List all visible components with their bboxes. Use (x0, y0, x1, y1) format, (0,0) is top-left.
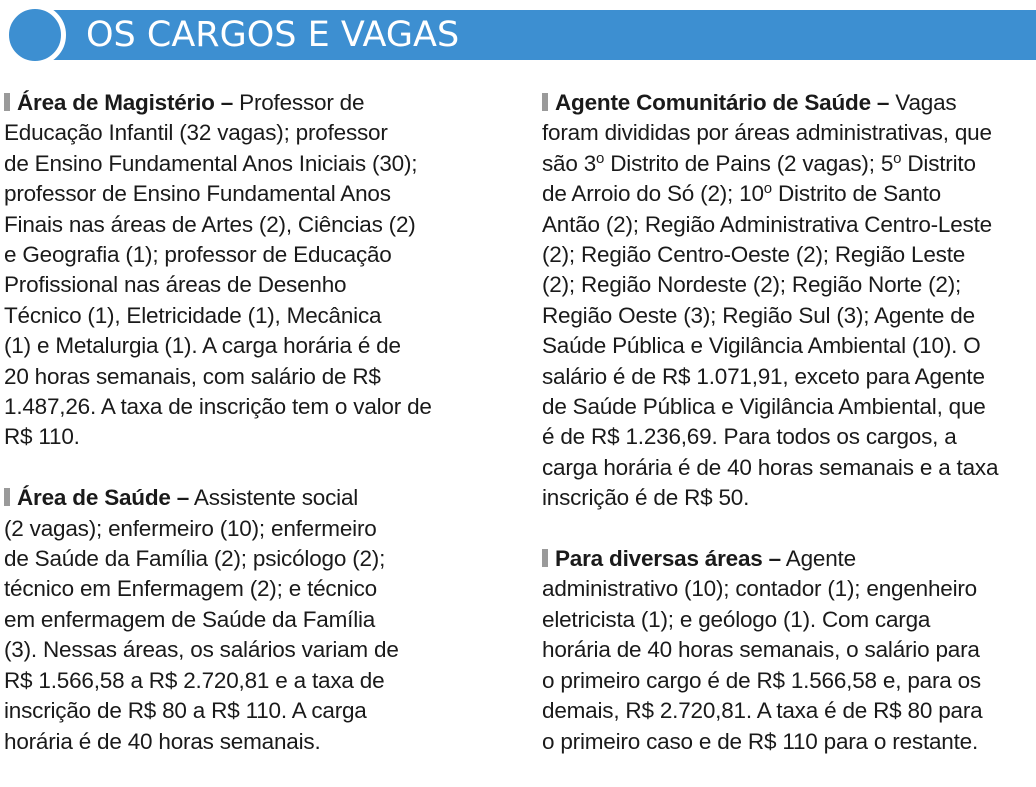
bullet-icon (542, 93, 548, 111)
text-fragment: Distrito de Santo (771, 181, 941, 207)
body-text-line: horária de 40 horas semanais, o salário para (542, 637, 980, 663)
body-text-line: técnico em Enfermagem (2); e técnico (4, 576, 377, 602)
ordinal-mark: o (596, 149, 605, 167)
body-text-line: Finais nas áreas de Artes (2), Ciências (2) (4, 211, 416, 237)
body-text-line: (2); Região Nordeste (2); Região Norte (2); (542, 272, 962, 298)
body-text-line: 1.487,26. A taxa de inscrição tem o valor de (4, 394, 432, 420)
section-first-line (542, 88, 1036, 118)
body-text-line: (3). Nessas áreas, os salários variam de (4, 637, 399, 663)
body-text-line: 20 horas semanais, com salário de R$ (4, 363, 381, 389)
body-text-line: Vagas (889, 90, 957, 115)
ordinal-mark: o (763, 180, 772, 198)
body-text-line: de Saúde da Família (2); psicólogo (2); (4, 546, 386, 572)
body-text-line: (1) e Metalurgia (1). A carga horária é de (4, 333, 401, 359)
body-text-line: Antão (2); Região Administrativa Centro-Leste (542, 211, 992, 237)
section-saude (4, 483, 494, 757)
body-text-line: Agente (781, 546, 856, 572)
section-diversas-areas (542, 544, 1036, 757)
body-text-line: inscrição é de R$ 50. (542, 485, 750, 511)
bullet-icon (542, 549, 548, 567)
text-fragment: Distrito de Pains (2 vagas); 5 (604, 150, 894, 176)
section-first-line (4, 88, 494, 118)
body-text-line: horária é de 40 horas semanais. (4, 728, 321, 754)
body-text-line: Profissional nas áreas de Desenho (4, 272, 347, 298)
body-text-line: em enfermagem de Saúde da Família (4, 606, 376, 632)
body-text-line: de Ensino Fundamental Anos Iniciais (30); (4, 150, 418, 176)
body-text-line: R$ 110. (4, 424, 80, 450)
body-text-line: Região Oeste (3); Região Sul (3); Agente de (542, 302, 975, 328)
body-text-line: Assistente social (189, 485, 359, 511)
body-text-line: (2 vagas); enfermeiro (10); enfermeiro (4, 515, 377, 541)
section-heading: Agente Comunitário de Saúde – (555, 90, 890, 115)
body-text-line: demais, R$ 2.720,81. A taxa é de R$ 80 para (542, 698, 983, 724)
ordinal-mark: o (893, 149, 902, 167)
bullet-icon (4, 93, 10, 111)
body-text-line: e Geografia (1); professor de Educação (4, 242, 392, 268)
body-text-line: administrativo (10); contador (1); engenheiro (542, 576, 977, 602)
section-first-line (542, 544, 1036, 574)
body-text-line: inscrição de R$ 80 a R$ 110. A carga (4, 698, 367, 724)
body-text-line: R$ 1.566,58 a R$ 2.720,81 e a taxa de (4, 667, 385, 693)
section-heading: Área de Saúde – (17, 485, 190, 511)
body-text-line: Educação Infantil (32 vagas); professor (4, 120, 388, 146)
bullet-icon (4, 488, 10, 506)
body-text-line: Técnico (1), Eletricidade (1), Mecânica (4, 302, 382, 328)
right-column (542, 88, 1036, 787)
body-text-line: salário é de R$ 1.071,91, exceto para Agente (542, 363, 985, 389)
body-text-line: carga horária é de 40 horas semanais e a taxa (542, 454, 999, 480)
section-agente-comunitario (542, 88, 1036, 514)
text-fragment: são 3 (542, 150, 597, 176)
header-circle-icon (4, 4, 66, 66)
body-text-line: o primeiro caso e de R$ 110 para o restante. (542, 728, 979, 754)
section-heading: Para diversas áreas – (555, 546, 781, 572)
body-text-line: de Saúde Pública e Vigilância Ambiental, que (542, 394, 986, 420)
section-heading: Área de Magistério – (17, 90, 234, 115)
section-magisterio (4, 88, 494, 453)
page-title: OS CARGOS E VAGAS (86, 15, 460, 55)
body-text-line: o primeiro cargo é de R$ 1.566,58 e, para os (542, 667, 981, 693)
body-text-line: (2); Região Centro-Oeste (2); Região Leste (542, 242, 966, 268)
text-fragment: de Arroio do Só (2); 10 (542, 181, 764, 207)
body-text-line: professor de Ensino Fundamental Anos (4, 181, 391, 207)
body-text-line: foram divididas por áreas administrativas, que (542, 120, 992, 146)
text-fragment: Distrito (901, 150, 976, 176)
section-first-line (4, 483, 494, 513)
body-text-line: é de R$ 1.236,69. Para todos os cargos, a (542, 424, 957, 450)
body-text-line: eletricista (1); e geólogo (1). Com carga (542, 606, 931, 632)
section-header (0, 0, 1036, 70)
left-column (4, 88, 494, 787)
body-text-line (542, 149, 1036, 179)
body-text-line: Professor de (233, 90, 365, 115)
body-text-line (542, 179, 1036, 209)
body-text-line: Saúde Pública e Vigilância Ambiental (10). O (542, 333, 981, 359)
